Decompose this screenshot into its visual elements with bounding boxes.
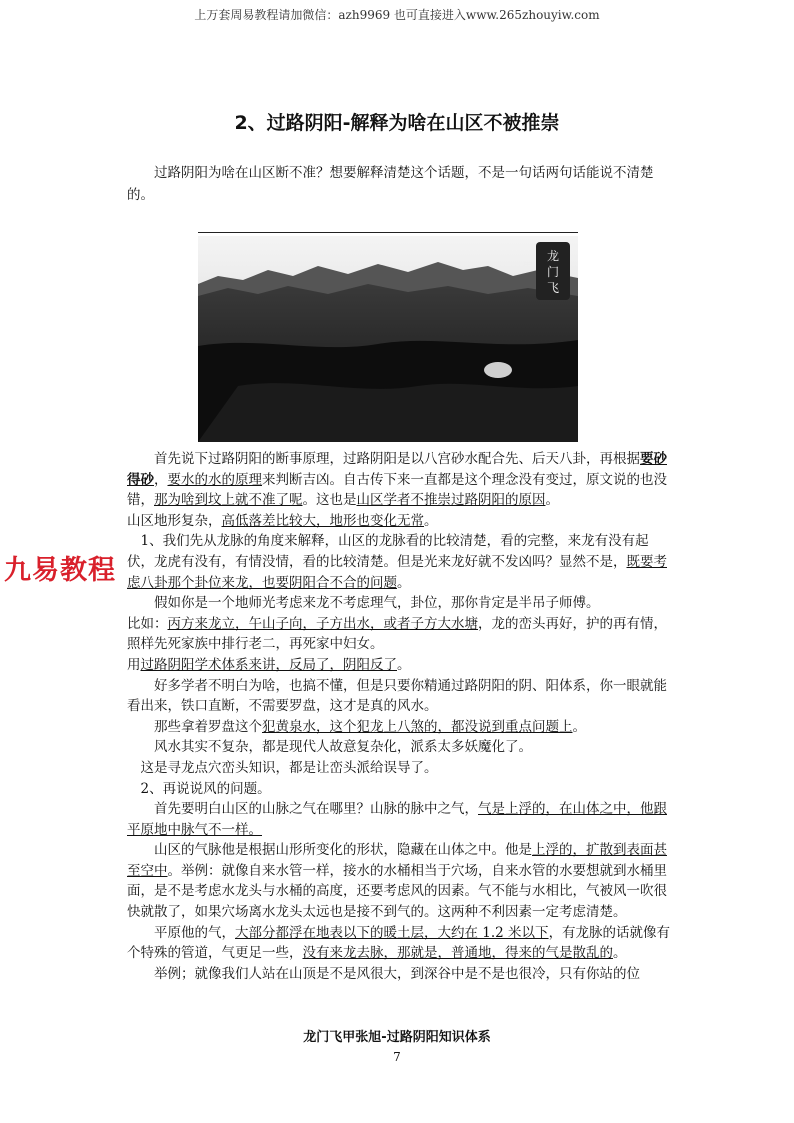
paragraph-13: 山区的气脉他是根据山形所变化的形状，隐藏在山体之中。他是上浮的，扩散到表面甚至空中。举例：就像自来水管一样，接水的水桶相当于穴场，自来水管的水要想就到水桶里面，是不是考虑水龙头与水桶的高度，还要考虑风的因素。气不能与水相比，气被风一吹很快就散了，如果穴场离水龙头太远也是接不到气的。这两种不利因素一定考虑清楚。 [127, 842, 667, 921]
section-title: 2、过路阴阳-解释为啥在山区不被推崇 [234, 112, 560, 134]
paragraph-8: 那些拿着罗盘这个犯黄泉水，这个犯龙上八煞的，都没说到重点问题上。 [154, 718, 586, 735]
underline-phrase: 高低落差比较大，地形也变化无常 [221, 512, 424, 529]
page-header: 上万套周易教程请加微信：azh9969 也可直接进入www.265zhouyiw.com [194, 8, 600, 22]
underline-phrase: 大部分都浮在地表以下的暖土层，大约在 1.2 米以下 [235, 924, 549, 941]
logo-char-4: 甲 [523, 262, 533, 273]
underline-phrase: 既要考虑八卦那个卦位来龙，也要阴阳合不合的问题 [127, 553, 667, 591]
paragraph-11: 2、再说说风的问题。 [140, 780, 271, 797]
figure-top-rule [198, 232, 578, 233]
mountain-photo [198, 236, 578, 442]
underline-phrase: 没有来龙去脉，那就是，普通地，得来的气是散乱的 [302, 945, 613, 962]
paragraph-4: 假如你是一个地师光考虑来龙不考虑理气，卦位，那你肯定是半吊子师傅。 [154, 595, 600, 612]
underline-phrase: 犯黄泉水，这个犯龙上八煞的，都没说到重点问题上 [262, 718, 573, 735]
intro-paragraph: 过路阴阳为啥在山区断不准？想要解释清楚这个话题，不是一句话两句话能说不清楚的。 [127, 165, 654, 203]
logo-char-2: 门 [546, 265, 560, 279]
paragraph-10: 这是寻龙点穴峦头知识，都是让峦头派给误导了。 [140, 759, 438, 776]
logo-char-1: 龙 [546, 249, 560, 263]
paragraph-12: 首先要明白山区的山脉之气在哪里？山脉的脉中之气，气是上浮的，在山体之中，他跟平原地中脉气不一样。 [127, 801, 667, 838]
underline-phrase: 上浮的，扩散到表面甚至空中 [127, 842, 667, 879]
watermark: 九易教程 [4, 555, 116, 586]
page-footer: 龙门飞甲张旭-过路阴阳知识体系 [303, 1030, 491, 1045]
paragraph-7: 好多学者不明白为啥，也搞不懂，但是只要你精通过路阴阳的阴、阳体系，你一眼就能看出来，铁口直断，不需要罗盘，这才是真的风水。 [127, 677, 667, 715]
underline-phrase: 山区学者不推崇过路阴阳的原因 [356, 492, 546, 509]
underline-phrase: 过路阴阳学术体系来讲，反局了，阴阳反了 [140, 656, 397, 673]
paragraph-9: 风水其实不复杂，都是现代人故意复杂化，派系太多妖魔化了。 [154, 739, 532, 756]
paragraph-3: 1、我们先从龙脉的角度来解释，山区的龙脉看的比较清楚，看的完整，来龙有没有起伏，龙虎有没有，有情没情，看的比较清楚。但是光来龙好就不发凶吗？显然不是，既要考虑八卦那个卦位来龙，也要阴阳合不合的问题。 [127, 533, 667, 591]
logo-char-3: 飞 [546, 281, 560, 295]
paragraph-14: 平原他的气，大部分都浮在地表以下的暖土层，大约在 1.2 米以下，有龙脉的话就像有个特殊的管道，气更足一些，没有来龙去脉，那就是，普通地，得来的气是散乱的。 [127, 924, 671, 962]
underline-phrase: 气是上浮的，在山体之中，他跟平原地中脉气不一样。 [127, 801, 667, 838]
paragraph-5: 比如：丙方来龙立，午山子向，子方出水，或者子方大水塘，龙的峦头再好，护的再有情，照样先死家族中排行老二，再死家中妇女。 [127, 615, 667, 653]
underline-phrase: 要水的水的原理 [167, 471, 262, 488]
underline-phrase: 要砂得砂 [127, 451, 667, 488]
mountain-landscape-image [198, 236, 578, 442]
underline-phrase: 丙方来龙立，午山子向，子方出水，或者子方大水塘 [167, 615, 478, 632]
page-number: 7 [393, 1050, 401, 1064]
underline-phrase: 那为啥到坟上就不准了呢 [154, 492, 303, 509]
body-text [127, 449, 675, 984]
paragraph-1: 首先说下过路阴阳的断事原理，过路阴阳是以八宫砂水配合先、后天八卦，再根据要砂得砂，要水的水的原理来判断吉凶。自古传下来一直都是这个理念没有变过，原文说的也没错，那为啥到坟上就不准了呢。这也是山区学者不推崇过路阴阳的原因。 [127, 451, 667, 509]
paragraph-2: 山区地形复杂，高低落差比较大，地形也变化无常。 [127, 512, 438, 529]
paragraph-15: 举例；就像我们人站在山顶是不是风很大，到深谷中是不是也很冷，只有你站的位 [154, 965, 640, 982]
paragraph-6: 用过路阴阳学术体系来讲，反局了，阴阳反了。 [127, 656, 411, 673]
